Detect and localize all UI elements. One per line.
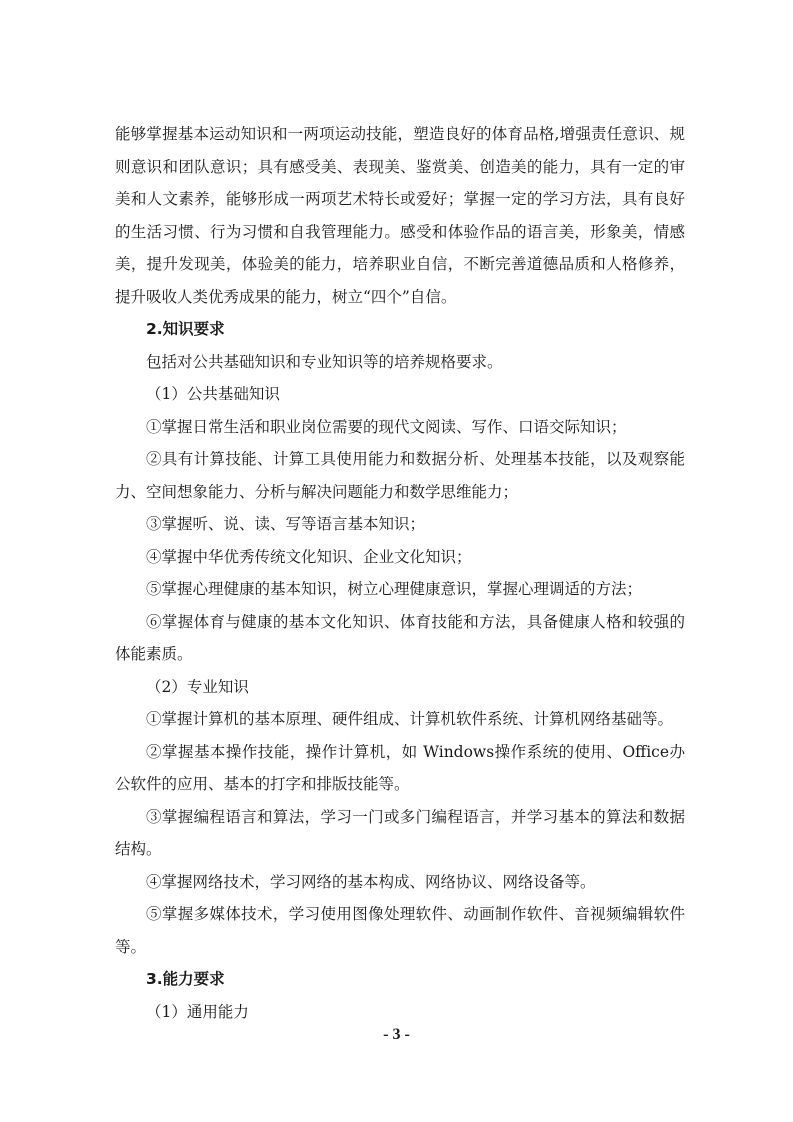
section-heading-ability: 3.能力要求: [146, 970, 225, 988]
paragraph-quality-goals: 能够掌握基本运动知识和一两项运动技能，塑造良好的体育品格,增强责任意识、规则意识和团队意识；具有感受美、表现美、鉴赏美、创造美的能力，具有一定的审美和人文素养，能够形成一两项艺术特长或爱好；掌握一定的学习方法，具有良好的生活习惯、行为习惯和自我管理能力。感受和体验作品的语言美，形象美，情感美，提升发现美，体验美的能力，培养职业自信，不断完善道德品质和人格修养，提升吸收人类优秀成果的能力，树立“四个”自信。: [115, 125, 685, 306]
section-heading-knowledge: 2.知识要求: [146, 320, 225, 338]
page-number: - 3 -: [383, 1026, 410, 1043]
list-item-professional-3: ③掌握编程语言和算法，学习一门或多门编程语言，并学习基本的算法和数据结构。: [115, 807, 685, 858]
document-body: [115, 118, 685, 1028]
list-item-public-1: ①掌握日常生活和职业岗位需要的现代文阅读、写作、口语交际知识；: [146, 417, 627, 436]
list-item-professional-4: ④掌握网络技术，学习网络的基本构成、网络协议、网络设备等。: [146, 872, 596, 891]
list-item-professional-1: ①掌握计算机的基本原理、硬件组成、计算机软件系统、计算机网络基础等。: [146, 710, 674, 728]
list-item-public-2: ②具有计算技能、计算工具使用能力和数据分析、处理基本技能，以及观察能力、空间想象能力、分析与解决问题能力和数学思维能力；: [115, 450, 685, 501]
list-item-public-6: ⑥掌握体育与健康的基本文化知识、体育技能和方法，具备健康人格和较强的体能素质。: [115, 612, 685, 663]
list-item-public-4: ④掌握中华优秀传统文化知识、企业文化知识；: [146, 547, 472, 566]
paragraph-knowledge-intro: 包括对公共基础知识和专业知识等的培养规格要求。: [146, 352, 503, 371]
subheading-professional-knowledge: （2）专业知识: [146, 677, 249, 696]
list-item-professional-2: ②掌握基本操作技能，操作计算机，如 Windows操作系统的使用、Office办公软件的应用、基本的打字和排版技能等。: [115, 742, 685, 793]
list-item-professional-5: ⑤掌握多媒体技术，学习使用图像处理软件、动画制作软件、音视频编辑软件等。: [115, 905, 685, 956]
list-item-public-3: ③掌握听、说、读、写等语言基本知识；: [146, 515, 426, 533]
list-item-public-5: ⑤掌握心理健康的基本知识，树立心理健康意识，掌握心理调适的方法；: [146, 580, 643, 598]
subheading-general-ability: （1）通用能力: [146, 1002, 249, 1021]
subheading-public-knowledge: （1）公共基础知识: [146, 385, 280, 403]
